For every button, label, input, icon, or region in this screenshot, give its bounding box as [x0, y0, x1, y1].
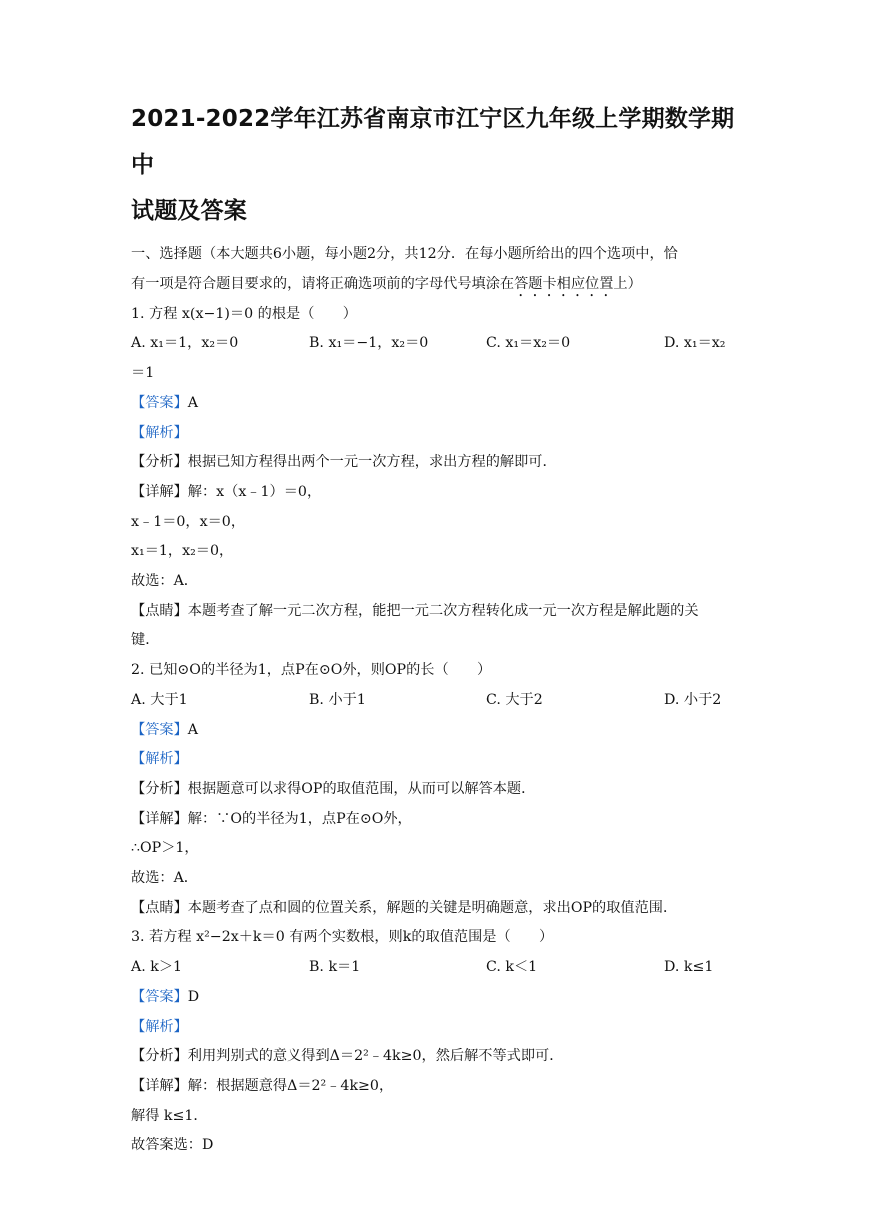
- q3-option-b: B. k＝1: [309, 959, 361, 976]
- q1-option-d-cont: ＝1: [131, 365, 155, 382]
- q1-answer-line: [131, 389, 741, 419]
- answer-tag: 【答案】: [131, 988, 188, 1005]
- q2-dianjing-line: [131, 894, 741, 924]
- q2-choose: 故选：A．: [131, 870, 198, 887]
- fenxi-tag: 【分析】: [131, 780, 188, 797]
- q3-fenxi-line: [131, 1042, 741, 1072]
- jiexi-tag: 【解析】: [131, 1018, 188, 1035]
- q1-step-2: x₁＝1，x₂＝0，: [131, 543, 234, 560]
- q2-fenxi-line: [131, 775, 741, 805]
- emphasized-text: 答题卡相应位置: [514, 275, 614, 292]
- q3-answer: D: [187, 988, 200, 1005]
- answer-tag: 【答案】: [131, 394, 188, 411]
- q3-stem: 3. 若方程 x²−2x＋k＝0 有两个实数根，则k的取值范围是（ ）: [131, 929, 554, 946]
- q1-xiangjie: 解：x（x﹣1）＝0，: [187, 483, 322, 500]
- q1-dianjing-line: [131, 597, 741, 627]
- xiangjie-tag: 【详解】: [131, 1077, 188, 1094]
- xiangjie-tag: 【详解】: [131, 810, 188, 827]
- section-intro-1: 一、选择题（本大题共6小题，每小题2分，共12分．在每小题所给出的四个选项中，恰: [131, 246, 678, 262]
- dianjing-tag: 【点睛】: [131, 899, 188, 916]
- q2-step-1: ∴OP＞1，: [131, 840, 199, 857]
- q1-stem: 1. 方程 x(x−1)＝0 的根是（ ）: [131, 305, 357, 322]
- q2-dianjing: 本题考查了点和圆的位置关系，解题的关键是明确题意，求出OP的取值范围．: [187, 899, 678, 916]
- q1-options: [131, 329, 741, 359]
- q3-option-d: D. k≤1: [664, 959, 714, 976]
- q1-fenxi: 根据已知方程得出两个一元一次方程，求出方程的解即可．: [187, 454, 557, 471]
- q2-option-c: C. 大于2: [486, 691, 543, 708]
- q1-step-1: x﹣1＝0，x＝0，: [131, 513, 246, 530]
- answer-tag: 【答案】: [131, 721, 188, 738]
- section-intro-2: [131, 270, 741, 300]
- q2-answer-line: [131, 716, 741, 746]
- xiangjie-tag: 【详解】: [131, 483, 188, 500]
- q1-dianjing-1: 本题考查了解一元二次方程，能把一元二次方程转化成一元一次方程是解此题的关: [187, 602, 699, 619]
- q3-choose: 故答案选：D: [131, 1137, 214, 1154]
- q1-option-b: B. x₁＝−1，x₂＝0: [309, 335, 429, 352]
- intro-text-a: 有一项是符合题目要求的，请将正确选项前的字母代号填涂在: [131, 275, 515, 292]
- jiexi-tag: 【解析】: [131, 751, 188, 768]
- title-line-1: 2021-2022学年江苏省南京市江宁区九年级上学期数学期中: [131, 106, 735, 178]
- q2-xiangjie: 解：∵O的半径为1，点P在⊙O外，: [187, 810, 412, 827]
- fenxi-tag: 【分析】: [131, 454, 188, 471]
- q1-jiexi-line: [131, 419, 741, 449]
- q2-option-d: D. 小于2: [664, 691, 722, 708]
- q2-options: [131, 686, 741, 716]
- q2-answer: A: [187, 721, 199, 738]
- q3-xiangjie-line: [131, 1072, 741, 1102]
- q3-fenxi: 利用判别式的意义得到Δ＝2²﹣4k≥0，然后解不等式即可．: [187, 1048, 564, 1065]
- q1-option-a: A. x₁＝1，x₂＝0: [131, 335, 239, 352]
- q2-stem: 2. 已知⊙O的半径为1，点P在⊙O外，则OP的长（ ）: [131, 662, 492, 679]
- q3-options: [131, 953, 741, 983]
- q1-option-c: C. x₁＝x₂＝0: [486, 335, 571, 352]
- jiexi-tag: 【解析】: [131, 424, 188, 441]
- q1-xiangjie-line: [131, 478, 741, 508]
- q3-answer-line: [131, 983, 741, 1013]
- document-title: [131, 96, 741, 234]
- q1-dianjing-2: 键．: [131, 632, 160, 649]
- dianjing-tag: 【点睛】: [131, 602, 188, 619]
- q3-xiangjie: 解：根据题意得Δ＝2²﹣4k≥0，: [187, 1077, 394, 1094]
- q3-step-1: 解得 k≤1．: [131, 1107, 208, 1124]
- q1-option-d: D. x₁＝x₂: [664, 335, 726, 352]
- document-page: [131, 96, 741, 1161]
- q2-option-a: A. 大于1: [131, 691, 188, 708]
- q2-jiexi-line: [131, 745, 741, 775]
- q2-option-b: B. 小于1: [309, 691, 366, 708]
- q2-fenxi: 根据题意可以求得OP的取值范围，从而可以解答本题．: [187, 780, 536, 797]
- title-line-2: 试题及答案: [131, 198, 247, 224]
- q1-fenxi-line: [131, 448, 741, 478]
- q1-choose: 故选：A．: [131, 573, 198, 590]
- fenxi-tag: 【分析】: [131, 1048, 188, 1065]
- q3-option-c: C. k＜1: [486, 959, 538, 976]
- q3-jiexi-line: [131, 1013, 741, 1043]
- q3-option-a: A. k＞1: [131, 959, 183, 976]
- q1-answer: A: [187, 394, 199, 411]
- q2-xiangjie-line: [131, 805, 741, 835]
- intro-text-c: 上）: [613, 275, 642, 292]
